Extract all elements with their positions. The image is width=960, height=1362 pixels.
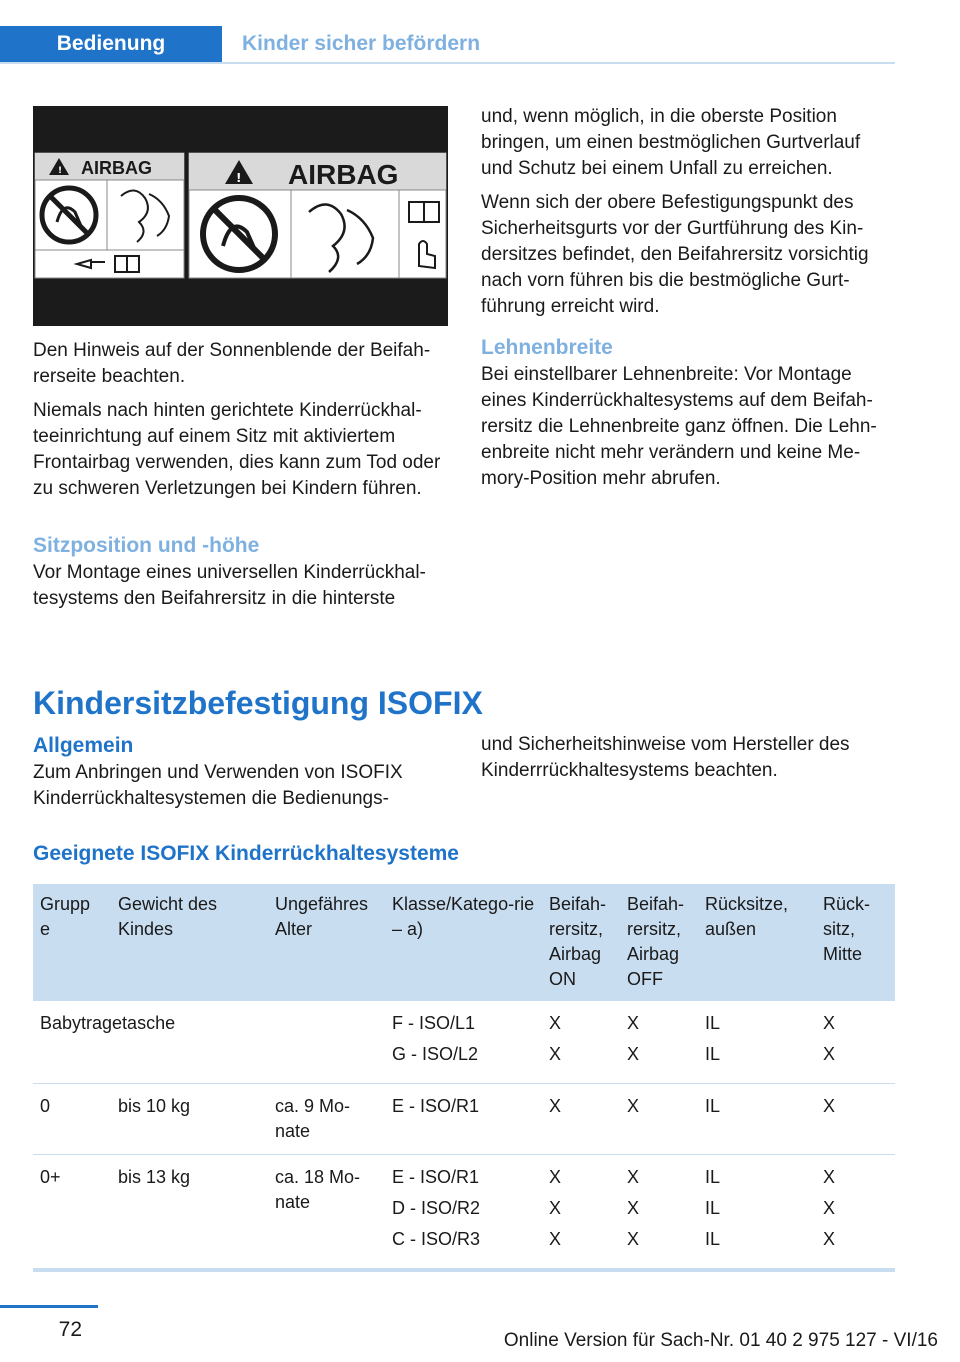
table-row <box>33 1084 895 1155</box>
page-number: 72 <box>58 1318 82 1341</box>
cell-weight: bis 10 kg <box>111 1084 268 1155</box>
cell-rear-outer: IL IL <box>698 1001 816 1084</box>
cell-group: 0+ <box>33 1155 111 1271</box>
tab-bedienung[interactable]: Bedienung <box>0 26 222 62</box>
cell-class: F - ISO/L1 G - ISO/L2 <box>385 1001 542 1084</box>
header-group: Grupp e <box>33 884 111 1001</box>
svg-text:!: ! <box>236 171 242 185</box>
isofix-table <box>33 884 895 1272</box>
cell-group: Babytragetasche <box>33 1001 385 1084</box>
isofix-left-column <box>33 732 448 820</box>
section-isofix-title: Kindersitzbefestigung ISOFIX <box>33 685 483 721</box>
airbag-warning-image <box>33 106 448 326</box>
section-backrest-width: Lehnenbreite <box>481 336 613 359</box>
header-class: Klasse/Katego-rie – a) <box>385 884 542 1001</box>
table-header-row <box>33 884 895 1001</box>
sun-visor-note: Den Hinweis auf der Sonnenblende der Beifah-rerseite beachten. <box>33 340 431 387</box>
cell-rear-outer: IL IL IL <box>698 1155 816 1271</box>
cell-age: ca. 9 Mo-nate <box>268 1084 385 1155</box>
cell-airbag-on: X <box>542 1084 620 1155</box>
svg-text:!: ! <box>58 166 63 176</box>
cell-rear-middle: X X X <box>816 1155 895 1271</box>
svg-text:AIRBAG: AIRBAG <box>81 158 152 178</box>
isofix-general-text: Zum Anbringen und Verwenden von ISOFIX Kinderrückhaltesystemen die Bedienungs- <box>33 762 403 809</box>
header-rear-middle: Rück-sitz, Mitte <box>816 884 895 1001</box>
tab-kinder-sicher-befoerdern[interactable]: Kinder sicher befördern <box>242 32 481 55</box>
backrest-width-text: Bei einstellbarer Lehnenbreite: Vor Montage eines Kinderrückhaltesystems auf dem Beifah-rersitz die Lehnenbreite ganz öffnen. Die Lehn-enbreite nicht mehr verändern und keine Me-mory-Position mehr abrufen. <box>481 364 877 489</box>
isofix-right-column <box>481 732 896 792</box>
cell-rear-outer: IL <box>698 1084 816 1155</box>
cell-weight: bis 13 kg <box>111 1155 268 1271</box>
table-title: Geeignete ISOFIX Kinderrückhaltesysteme <box>33 842 459 865</box>
cell-age: ca. 18 Mo-nate <box>268 1155 385 1271</box>
cell-class: E - ISO/R1 <box>385 1084 542 1155</box>
cell-rear-middle: X <box>816 1084 895 1155</box>
cell-class: E - ISO/R1 D - ISO/R2 C - ISO/R3 <box>385 1155 542 1271</box>
rear-facing-warning: Niemals nach hinten gerichtete Kinderrückhal-teeinrichtung auf einem Sitz mit aktiviertem Frontairbag verwenden, dies kann zum Tod oder zu schweren Verletzungen bei Kindern führen. <box>33 400 441 499</box>
position-continued: und, wenn möglich, in die oberste Position bringen, um einen bestmöglichen Gurtverlauf und Schutz bei einem Unfall zu erreichen. <box>481 106 861 179</box>
cell-group: 0 <box>33 1084 111 1155</box>
right-column-top <box>481 104 896 500</box>
table-row <box>33 1001 895 1084</box>
table-row <box>33 1155 895 1271</box>
header-passenger-airbag-off: Beifah-rersitz, Airbag OFF <box>620 884 698 1001</box>
page-number-rule <box>0 1305 98 1308</box>
header-passenger-airbag-on: Beifah-rersitz, Airbag ON <box>542 884 620 1001</box>
belt-anchor-note: Wenn sich der obere Befestigungspunkt des Sicherheitsgurts vor der Gurtführung des Kin-dersitzes befindet, den Beifahrersitz vorsichtig nach vorn führen bis die bestmögliche Gurt-führung erreicht wird. <box>481 192 869 317</box>
cell-rear-middle: X X <box>816 1001 895 1084</box>
svg-text:AIRBAG: AIRBAG <box>288 159 399 190</box>
section-seat-position: Sitzposition und -höhe <box>33 534 260 557</box>
cell-airbag-off: X X X <box>620 1155 698 1271</box>
header-weight: Gewicht des Kindes <box>111 884 268 1001</box>
cell-airbag-off: X <box>620 1084 698 1155</box>
cell-airbag-on: X X X <box>542 1155 620 1271</box>
airbag-label-illustration <box>33 106 448 326</box>
header-rear-outer: Rücksitze, außen <box>698 884 816 1001</box>
isofix-general-continued: und Sicherheitshinweise vom Hersteller des Kinderrrückhaltesystems beachten. <box>481 734 850 781</box>
seat-position-text: Vor Montage eines universellen Kinderrückhal-tesystems den Beifahrersitz in die hinterste <box>33 562 426 609</box>
cell-airbag-off: X X <box>620 1001 698 1084</box>
header-age: Ungefähres Alter <box>268 884 385 1001</box>
online-version-footer: Online Version für Sach-Nr. 01 40 2 975 127 - VI/16 <box>503 1330 938 1351</box>
left-column-top <box>33 338 448 620</box>
header-bar <box>0 0 895 64</box>
cell-airbag-on: X X <box>542 1001 620 1084</box>
section-general: Allgemein <box>33 734 134 757</box>
